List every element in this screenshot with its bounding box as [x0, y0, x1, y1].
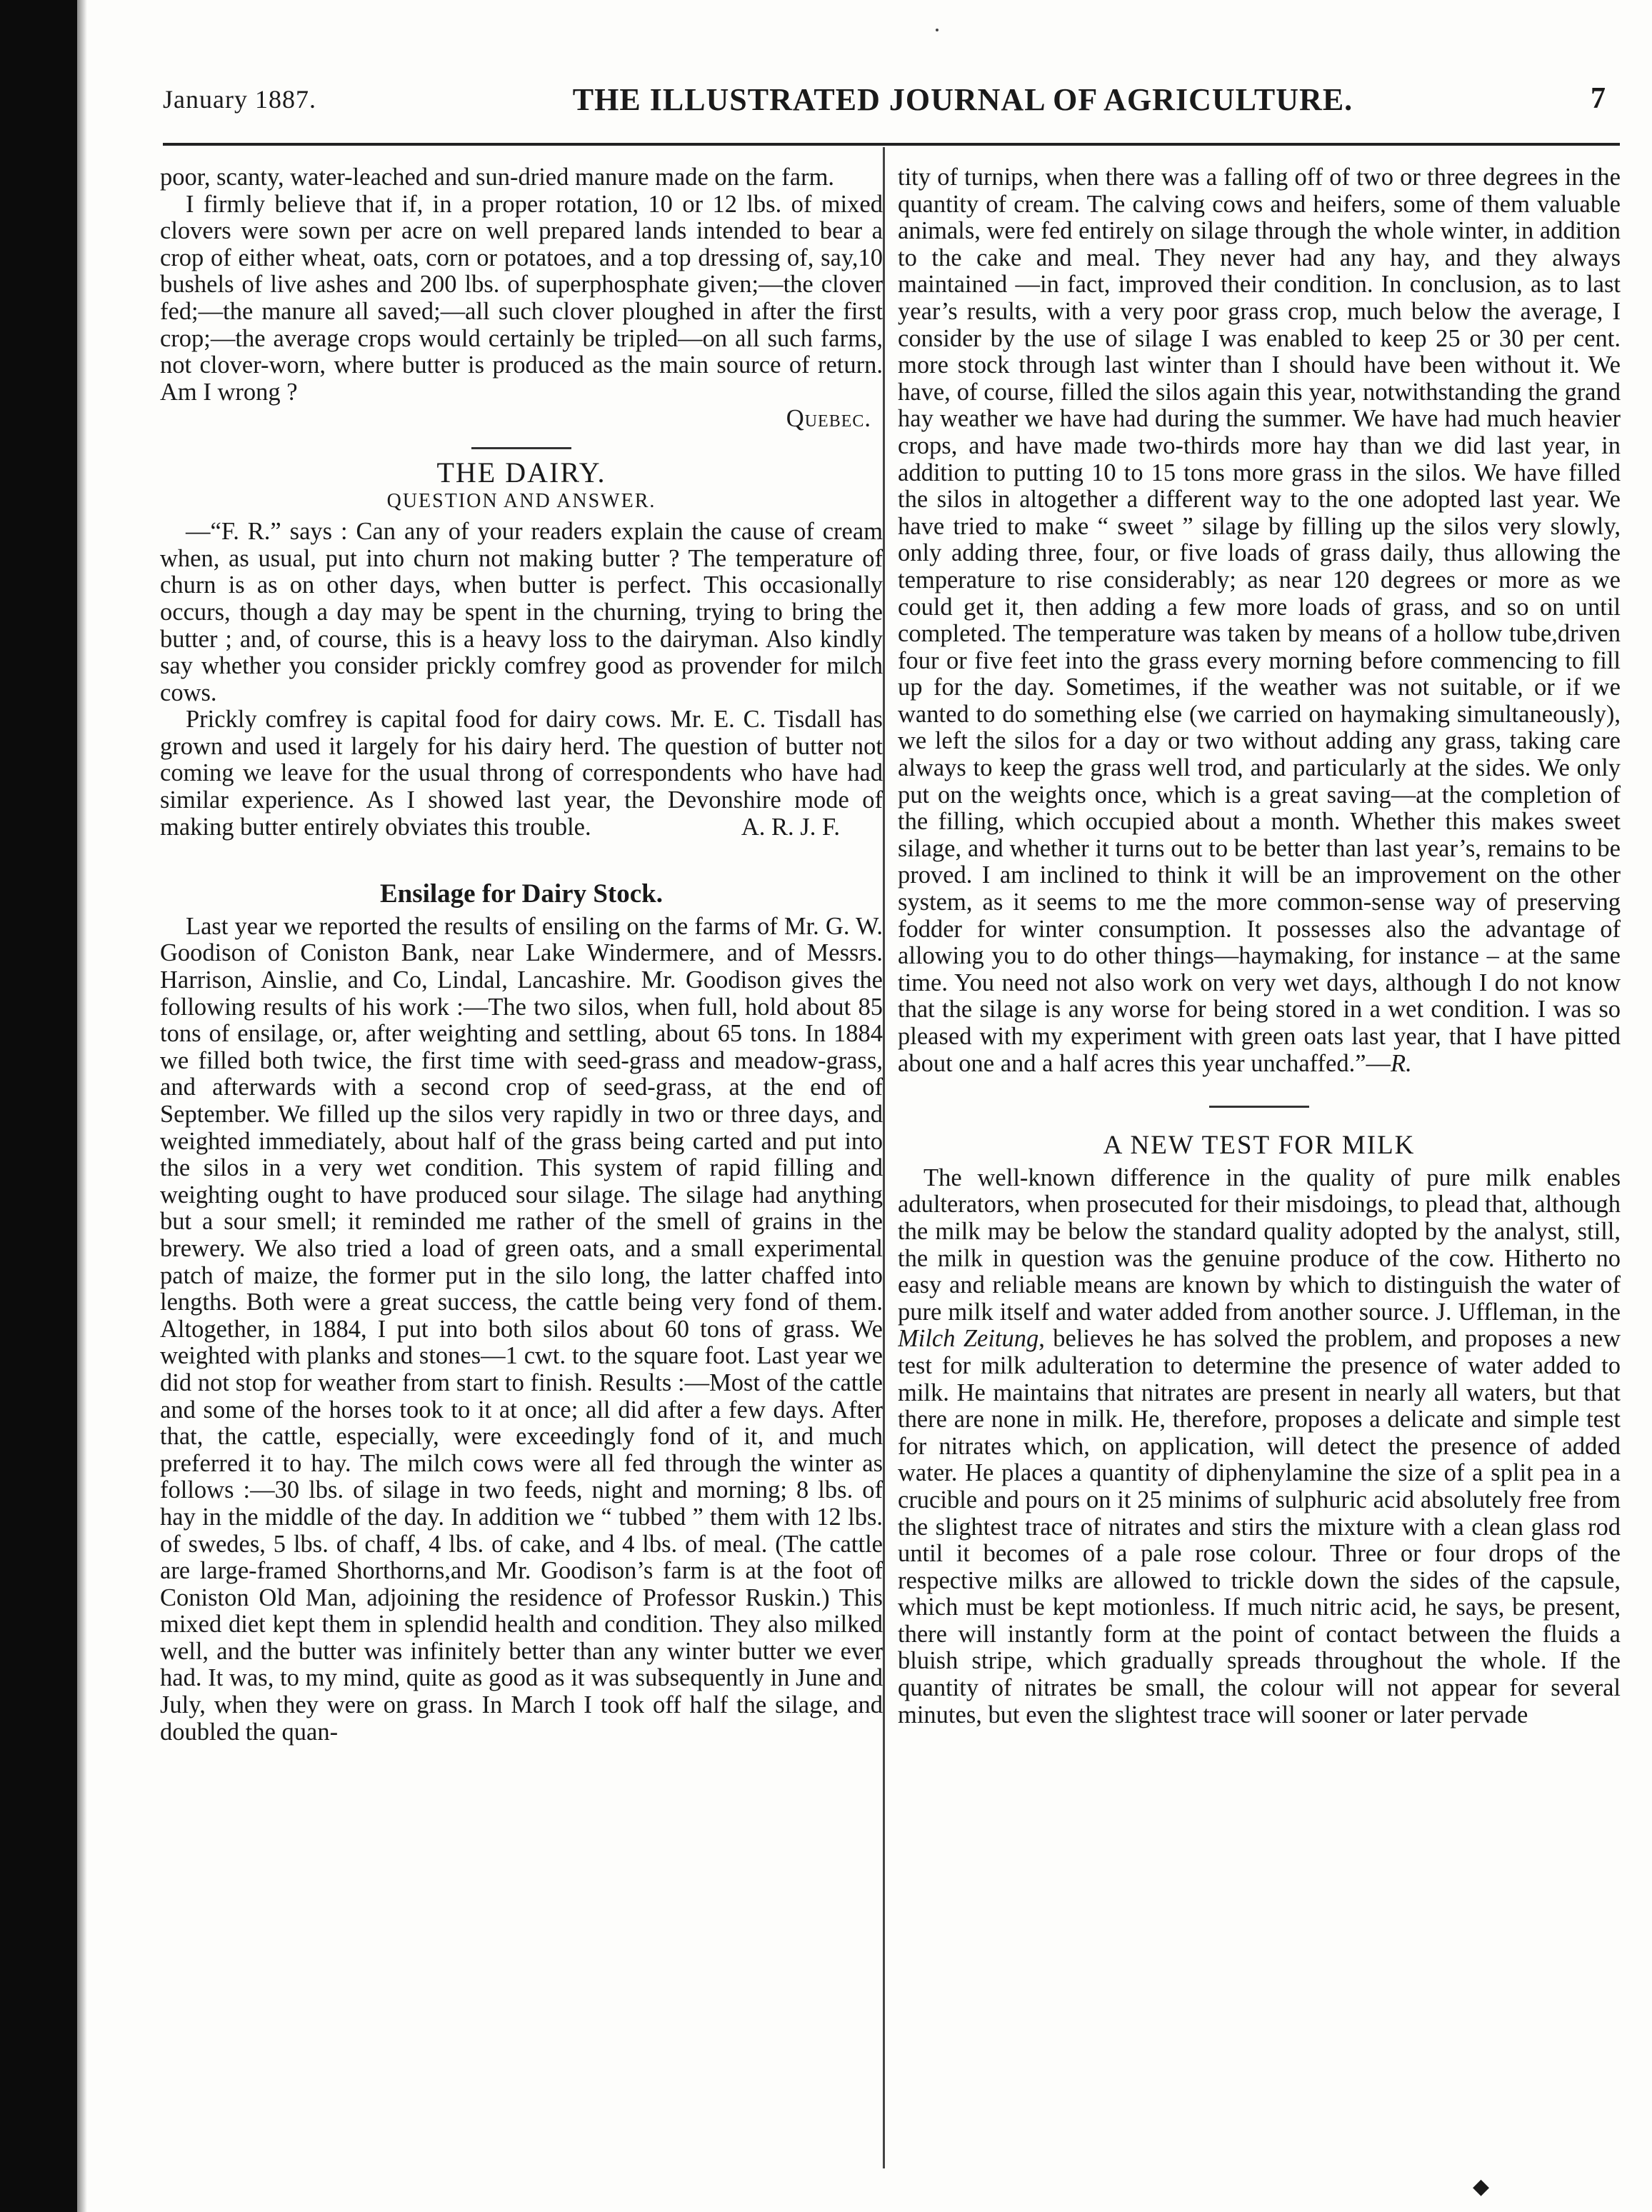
ensilage-continued-text: tity of turnips, when there was a falling off of two or three degrees in the quantity of cream. The calving cows and heifers, some of them valuable animals, were fed entirely on silage through the whole winter, in addition to the cake and meal. They never had any hay, and they always maintained —in fact, improved their condition. In conclusion, as to last year’s results, with a very poor grass crop, much below the average, I consider by the use of silage I was enabled to keep 25 or 30 per cent. more stock through last winter than I should have been without it. We have, of course, filled the silos again this year, notwithstanding the grand hay weather we have had during the summer. We have had much heavier crops, and have made two-thirds more hay than we did last year, in addition to putting 10 to 15 tons more grass in the silos. We have filled the silos in altogether a different way to the one adopted last year. We have tried to make “ sweet ” silage by filling up the silos very slowly, only adding three, four, or five loads of grass daily, thus allowing the temperature to rise considerably; as near 120 degrees or more as we could get it, then adding a few more loads of grass, and so on until completed. The temperature was taken by means of a hollow tube,driven four or five feet into the grass every morning before commencing to fill up for the day. Sometimes, if the weather was not suitable, or if we wanted to do something else (we carried on haymaking simultaneously), we left the silos for a day or two without adding any grass, taking care always to keep the grass well trod, and particularly at the sides. We only put on the weights once, which is a great saving—at the completion of the filling, which occupied about a month. Whether this makes sweet silage, and whether it turns out to be better than last year’s, remains to be proved. I am inclined to think it will be an improvement on the other system, as it seems to me the more common-sense way of preserving fodder for winter consumption. It possesses also the advantage of allowing you to do other things—haymaking, for instance – at the same time. You need not also work on very wet days, although I do not know that the silage is any worse for being stored in a wet condition. I was so pleased with my experiment with green oats last year, that I have pitted about one and a half acres this year unchaffed.”— [898, 164, 1621, 1077]
section-rule [471, 447, 571, 449]
print-speck [936, 29, 938, 31]
footer-mark: ◆ [1473, 2174, 1490, 2199]
dairy-subheading: QUESTION AND ANSWER. [386, 489, 656, 512]
intro-paragraph-2: I firmly believe that if, in a proper rotation, 10 or 12 lbs. of mixed clovers were sown per acre on well prepared lands intended to bear a crop of either wheat, oats, corn or potatoes, and a top dressing of, say,10 bushels of live ashes and 200 lbs. of superphosphate given;—the clover fed;—the manure all saved;—all such clover ploughed in after the first crop;—the average crops would certainly be tripled—on all such farms, not clover-worn, where butter is produced as the main source of return. Am I wrong ? [160, 190, 883, 406]
right-column [898, 164, 1621, 2178]
book-spine-edge [0, 0, 77, 2212]
dairy-answer [160, 706, 883, 841]
header-date: January 1887. [163, 85, 316, 114]
column-divider [883, 147, 885, 2168]
page-number: 7 [1591, 82, 1606, 115]
header-rule [163, 143, 1620, 146]
ensilage-paragraph: Last year we reported the results of ensiling on the farms of Mr. G. W. Goodison of Coniston Bank, near Lake Windermere, and of Messrs. Harrison, Ainslie, and Co, Lindal, Lancashire. Mr. Goodison gives the following results of his work :—The two silos, when full, hold about 85 tons of ensilage, or, after weighting and settling, about 65 tons. In 1884 we filled both twice, the first time with seed-grass and meadow-grass, and afterwards with a second crop of seed-grass, at the end of September. We filled up the silos very rapidly in two or three days, and weighted immediately, about half of the grass being carted and put into the silos in a very wet condition. This system of rapid filling and weighting ought to have produced sour silage. The silage had anything but a sour smell; it reminded me rather of the smell of grains in the brewery. We also tried a load of green oats, and a small experimental patch of maize, the former put in the silo long, the latter chaffed into lengths. Both were a great success, the cattle being very fond of them. Altogether, in 1884, I put into both silos about 60 tons of grass. We weighted with planks and stones—1 cwt. to the square foot. Last year we did not stop for weather from start to finish. Results :—Most of the cattle and some of the horses took to it at once; all did after a few days. After that, the cattle, especially, were exceedingly fond of it, and much preferred it to hay. The milch cows were all fed through the winter as follows :—30 lbs. of silage in two feeds, night and morning; 8 lbs. of hay in the middle of the day. In addition we “ tubbed ” them with 12 lbs. of swedes, 5 lbs. of chaff, 4 lbs. of cake, and 4 lbs. of meal. (The cattle are large-framed Shorthorns,and Mr. Goodison’s farm is at the foot of Coniston Old Man, adjoining the residence of Professor Ruskin.) This mixed diet kept them in splendid health and condition. They also milked well, and the butter was infinitely better than any winter butter we ever had. It was, to my mind, quite as good as it was subsequently in June and July, when they were on grass. In March I took off half the silage, and doubled the quan- [160, 912, 883, 1746]
dairy-heading: THE DAIRY. [436, 456, 606, 489]
milk-heading: A NEW TEST FOR MILK [1103, 1131, 1416, 1161]
intro-paragraph-1: poor, scanty, water-leached and sun-dried manure made on the farm. [160, 164, 835, 191]
ensilage-continued-paragraph [898, 164, 1621, 1077]
dairy-question: —“F. R.” says : Can any of your readers explain the cause of cream when, as usual, put into churn not making butter ? The temperature of churn is as on other days, when butter is perfect. This occasionally occurs, though a day may be spent in the churning, trying to bring the butter ; and, of course, this is a heavy loss to the dairyman. Also kindly say whether you consider prickly comfrey good as provender for milch cows. [160, 518, 883, 706]
milk-publication-title: Milch Zeitung [898, 1325, 1039, 1353]
dairy-answer-text: Prickly comfrey is capital food for dairy cows. Mr. E. C. Tisdall has grown and used it largely for his dairy herd. The question of butter not coming we leave for the usual throng of correspondents who have had similar experience. As I showed last year, the Devonshire mode of making butter entirely obviates this trouble. [160, 706, 883, 841]
journal-title: THE ILLUSTRATED JOURNAL OF AGRICULTURE. [572, 82, 1353, 117]
milk-paragraph [898, 1165, 1621, 1728]
ensilage-heading: Ensilage for Dairy Stock. [379, 879, 664, 909]
section-rule [1209, 1106, 1309, 1108]
left-column [160, 164, 883, 2178]
milk-text-part-a: The well-known difference in the quality of pure milk enables adulterators, when prosecuted for their misdoings, to plead that, although the milk may be below the standard quality adopted by the analyst, still, the milk in question was the genuine produce of the cow. Hitherto no easy and reliable means are known by which to distinguish the water of pure milk itself and water added from another source. J. Uffleman, in the [898, 1163, 1621, 1326]
ensilage-signature: R. [1391, 1049, 1412, 1077]
dairy-initials: A. R. J. F. [741, 813, 840, 841]
intro-signature: Quebec. [786, 405, 871, 433]
page-header [163, 79, 1620, 121]
milk-text-part-b: , believes he has solved the problem, and proposes a new test for milk adulteration to determine the presence of water added to milk. He maintains that nitrates are present in nearly all waters, but that there are none in milk. He, therefore, proposes a delicate and simple test for nitrates which, on application, will detect the presence of added water. He places a quantity of diphenylamine the size of a split pea in a crucible and pours on it 25 minims of sulphuric acid absolutely free from the slightest trace of nitrates and stirs the mixture with a clean glass rod until it becomes of a pale rose colour. Three or four drops of the respective milks are allowed to trickle down the sides of the capsule, which must be kept motionless. If much nitric acid, he says, be present, there will instantly form at the point of contact between the fluids a bluish stripe, which gradually spreads throughout the whole. If the quantity of nitrates be small, the colour will not appear for several minutes, but even the slightest trace will sooner or later pervade [898, 1325, 1621, 1728]
